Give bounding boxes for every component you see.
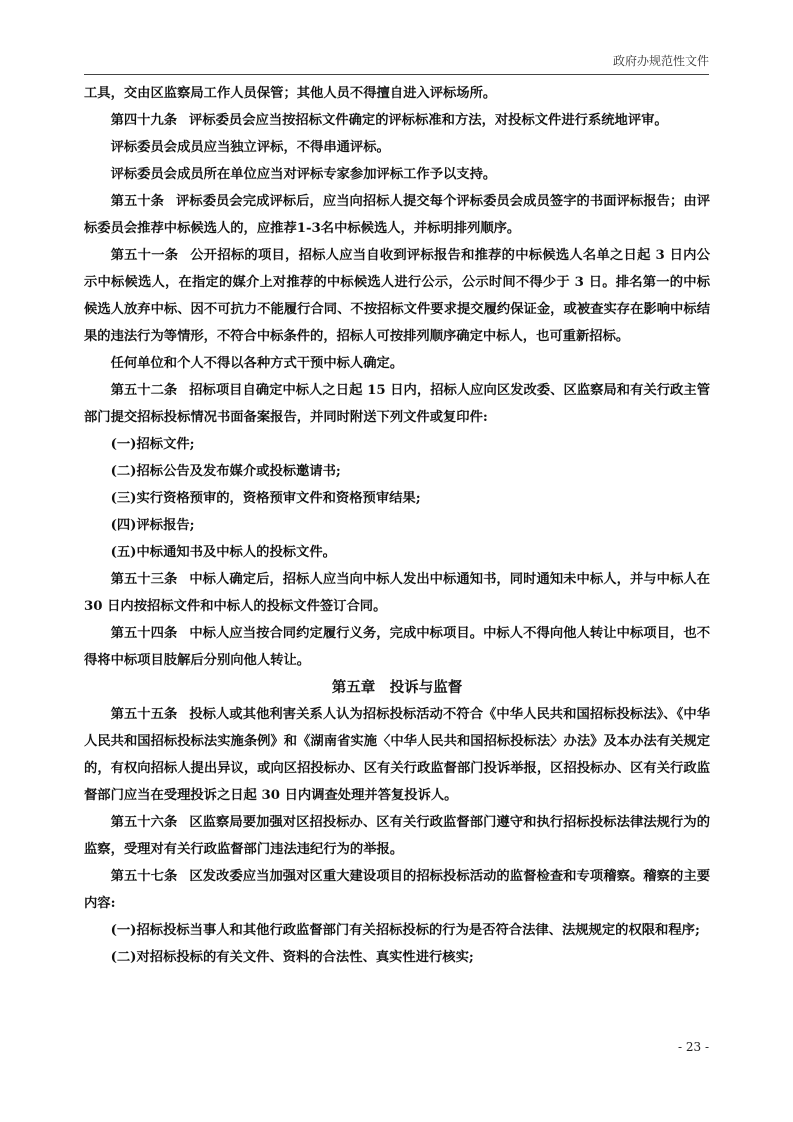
article-text: 中标人确定后，招标人应当向中标人发出中标通知书，同时通知未中标人，并与中标人在 30 日内按招标文件和中标人的投标文件签订合同。 (84, 572, 711, 614)
article-paragraph (84, 809, 710, 863)
article-number: 第五十五条 (110, 707, 178, 722)
article-number: 第五十一条 (110, 248, 179, 263)
article-text: 公开招标的项目，招标人应当自收到评标报告和推荐的中标候选人名单之日起 3 日内公示中标候选人，在指定的媒介上对推荐的中标候选人进行公示，公示时间不得少于 3 日。排名第一的中标候选人放弃中标、因不可抗力不能履行合同、不按招标文件要求提交履约保证金，或被查实存在影响中标结果的违法行为等情形，不符合中标条件的，招标人可按排列顺序确定中标人，也可重新招标。 (84, 248, 710, 344)
paragraph: (五)中标通知书及中标人的投标文件。 (110, 545, 336, 560)
article-paragraph (84, 566, 710, 620)
article-paragraph (84, 188, 710, 242)
article-paragraph (84, 701, 710, 809)
page-number: - 23 - (677, 1040, 709, 1054)
paragraph: (一)招标文件; (110, 437, 195, 452)
article-number: 第五十六条 (110, 815, 178, 830)
article-text: 区监察局要加强对区招投标办、区有关行政监督部门遵守和执行招标投标法律法规行为的监察，受理对有关行政监督部门违法违纪行为的举报。 (84, 815, 711, 857)
header-rule (84, 74, 709, 75)
paragraph: (一)招标投标当事人和其他行政监督部门有关招标投标的行为是否符合法律、法规规定的权限和程序; (110, 923, 700, 938)
paragraph: 任何单位和个人不得以各种方式干预中标人确定。 (110, 356, 404, 371)
paragraph: (三)实行资格预审的，资格预审文件和资格预审结果; (110, 491, 421, 506)
page-header: 政府办规范性文件 (612, 54, 709, 68)
paragraph: 评标委员会成员应当独立评标，不得串通评标。 (110, 140, 390, 155)
article-text: 投标人或其他利害关系人认为招标投标活动不符合《中华人民共和国招标投标法》、《中华人民共和国招标投标法实施条例》和《湖南省实施〈中华人民共和国招标投标法〉办法》及本办法有关规定的，有权向招标人提出异议，或向区招投标办、区有关行政监督部门投诉举报，区招投标办、区有关行政监督部门应当在受理投诉之日起 30 日内调查处理并答复投诉人。 (84, 707, 711, 803)
article-paragraph (84, 863, 710, 917)
article-text: 中标人应当按合同约定履行义务，完成中标项目。中标人不得向他人转让中标项目，也不得将中标项目肢解后分别向他人转让。 (84, 626, 711, 668)
article-number: 第五十三条 (110, 572, 178, 587)
paragraph: (二)招标公告及发布媒介或投标邀请书; (110, 464, 341, 479)
article-text: 评标委员会应当按招标文件确定的评标标准和方法，对投标文件进行系统地评审。 (189, 113, 668, 128)
article-number: 第五十二条 (110, 383, 178, 398)
document-body (84, 80, 710, 971)
article-paragraph (84, 620, 710, 674)
paragraph: 评标委员会成员所在单位应当对评标专家参加评标工作予以支持。 (110, 167, 497, 182)
article-number: 第五十七条 (110, 869, 178, 884)
paragraph: (二)对招标投标的有关文件、资料的合法性、真实性进行核实; (110, 950, 474, 965)
article-text: 区发改委应当加强对区重大建设项目的招标投标活动的监督检查和专项稽察。稽察的主要内容: (84, 869, 711, 911)
article-paragraph (84, 377, 710, 431)
article-paragraph (84, 242, 710, 350)
article-number: 第五十条 (110, 194, 165, 209)
article-text: 招标项目自确定中标人之日起 15 日内，招标人应向区发改委、区监察局和有关行政主管部门提交招标投标情况书面备案报告，并同时附送下列文件或复印件: (84, 383, 710, 425)
paragraph: (四)评标报告; (110, 518, 195, 533)
article-text: 评标委员会完成评标后，应当向招标人提交每个评标委员会成员签字的书面评标报告；由评标委员会推荐中标候选人的，应推荐1-3名中标候选人，并标明排列顺序。 (84, 194, 711, 236)
article-number: 第四十九条 (110, 113, 178, 128)
article-paragraph (84, 107, 710, 134)
article-number: 第五十四条 (110, 626, 178, 641)
chapter-heading: 第五章 投诉与监督 (331, 679, 463, 696)
paragraph-continuation: 工具，交由区监察局工作人员保管；其他人员不得擅自进入评标场所。 (84, 86, 497, 101)
